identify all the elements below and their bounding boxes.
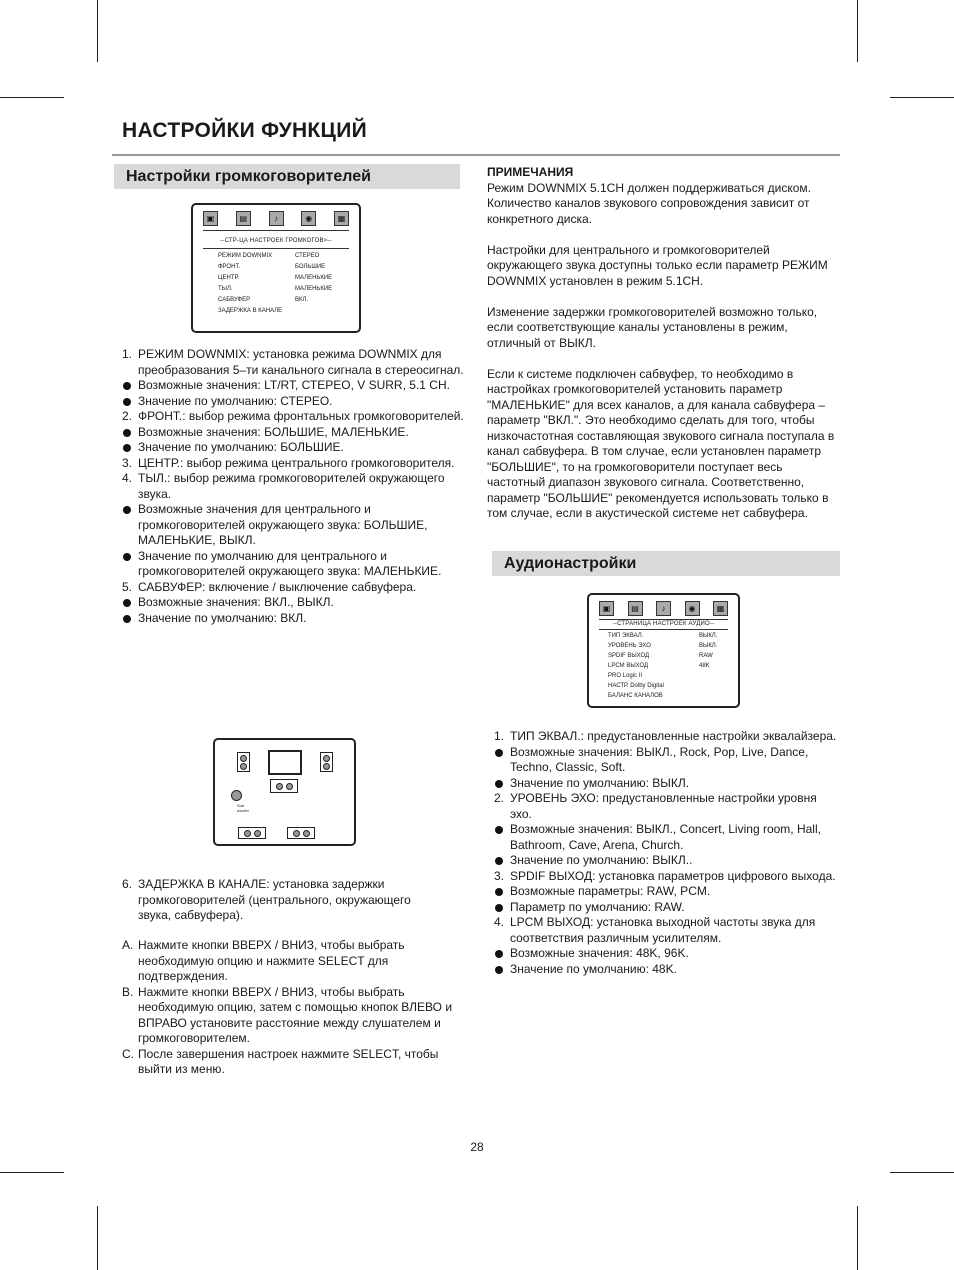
notes-paragraph: Если к системе подключен сабвуфер, то необходимо в настройках громкоговорителей установить параметр "МАЛЕНЬКИЕ" для всех каналов, а для канала сабвуфера – параметр "ВКЛ.". Это необходимо сделать для того, чтобы низкочастотная составляющая звукового сигнала поступала в канал сабвуфера. В том случае, если установлен параметр "БОЛЬШИЕ", то на громкоговорители поступает весь частотный диапазон звукового сигнала. Соответственно, параметр "БОЛЬШИЕ" рекомендуется использовать только в том случае, если в акустической системе нет сабвуфера. <box>487 366 835 520</box>
list-item <box>122 938 467 985</box>
list-item-text: Нажмите кнопки ВВЕРХ / ВНИЗ, чтобы выбрать необходимую опцию и нажмите SELECT для подтверждения. <box>138 938 405 983</box>
list-item <box>122 502 467 549</box>
list-item <box>122 877 447 924</box>
bullet-icon <box>495 780 503 788</box>
list-item <box>122 580 467 596</box>
channel-delay-list <box>122 877 447 924</box>
tv-icon: ▣ <box>203 211 218 226</box>
list-item <box>122 549 467 580</box>
list-marker: 2. <box>122 409 133 423</box>
audio-icon: ♪ <box>269 211 284 226</box>
list-item <box>494 900 839 916</box>
tv-icon: ▣ <box>599 601 614 616</box>
section-title-speakers: Настройки громкоговорителей <box>114 164 460 189</box>
osd-option-label: САБВУФЕР <box>218 297 251 303</box>
speaker-icon: ▤ <box>236 211 251 226</box>
list-item <box>494 776 839 792</box>
osd-option-label: ЦЕНТР. <box>218 275 239 281</box>
list-item-text: Возможные значения: 48K, 96K. <box>510 946 689 960</box>
list-item-text: ЦЕНТР.: выбор режима центрального громкоговорителя. <box>138 455 455 470</box>
list-item <box>122 471 467 502</box>
bullet-icon <box>123 506 131 514</box>
crop-mark <box>857 0 858 62</box>
list-item <box>122 440 467 456</box>
list-item <box>494 884 839 900</box>
list-item <box>494 869 839 885</box>
osd-header: --СТРАНИЦА НАСТРОЕК АУДИО-- <box>612 621 715 627</box>
list-item-text: Значение по умолчанию: ВКЛ. <box>138 610 307 625</box>
osd-option-label: УРОВЕНЬ ЭХО <box>608 643 651 649</box>
osd-option-value: МАЛЕНЬКИЕ <box>295 286 333 292</box>
osd-option-value: БОЛЬШИЕ <box>295 264 326 270</box>
list-marker: 2. <box>494 791 505 805</box>
osd-divider <box>203 230 349 231</box>
list-item <box>122 425 467 441</box>
list-item-text: Возможные значения: ВЫКЛ., Rock, Pop, Live, Dance, Techno, Classic, Soft. <box>510 744 809 774</box>
bullet-icon <box>123 398 131 406</box>
list-item <box>122 1047 467 1078</box>
bullet-icon <box>123 615 131 623</box>
list-item <box>494 822 839 853</box>
notes-block <box>487 165 842 537</box>
list-marker: 3. <box>122 455 133 470</box>
crop-mark <box>890 1172 954 1173</box>
list-item-text: Параметр по умолчанию: RAW. <box>510 899 685 914</box>
list-marker: 6. <box>122 877 133 891</box>
list-item-text: ЗАДЕРЖКА В КАНАЛЕ: установка задержки громкоговорителей (центрального, окружающего звука, сабвуфера). <box>138 877 411 922</box>
bullet-icon <box>495 857 503 865</box>
list-item <box>122 347 467 378</box>
list-item-text: Нажмите кнопки ВВЕРХ / ВНИЗ, чтобы выбрать необходимую опцию, затем с помощью кнопок ВЛЕВО и ВПРАВО установите расстояние между слушателем и громкоговорителем. <box>138 984 453 1045</box>
bullet-icon <box>495 966 503 974</box>
speaker-setup-osd <box>191 203 361 333</box>
list-item-text: SPDIF ВЫХОД: установка параметров цифрового выхода. <box>510 868 836 883</box>
osd-option-value: RAW <box>699 653 713 659</box>
list-item-text: LPCM ВЫХОД: установка выходной частоты звука для соответствия различным усилителям. <box>510 915 816 945</box>
crop-mark <box>0 97 64 98</box>
notes-paragraph: Настройки для центрального и громкоговорителей окружающего звука доступны только если параметр РЕЖИМ DOWNMIX установлен в режим 5.1CH. <box>487 242 828 288</box>
list-item-text: УРОВЕНЬ ЭХО: предустановленные настройки уровня эхо. <box>510 791 817 821</box>
audio-icon: ♪ <box>656 601 671 616</box>
list-marker: B. <box>122 984 134 999</box>
list-item-text: РЕЖИМ DOWNMIX: установка режима DOWNMIX для преобразования 5–ти канального сигнала в стереосигнал. <box>138 347 464 377</box>
list-marker: 1. <box>122 347 133 361</box>
list-marker: 3. <box>494 868 505 883</box>
list-item-text: Возможные значения: ВЫКЛ., Concert, Living room, Hall, Bathroom, Cave, Arena, Church. <box>510 822 821 852</box>
bullet-icon <box>123 429 131 437</box>
osd-option-label: SPDIF ВЫХОД <box>608 653 650 659</box>
list-item <box>122 394 467 410</box>
list-item <box>122 595 467 611</box>
speaker-layout-diagram <box>213 738 356 846</box>
notes-paragraph: Режим DOWNMIX 5.1CH должен поддерживаться диском. Количество каналов звукового сопровождения зависит от конкретного диска. <box>487 180 811 226</box>
osd-option-label: ТЫЛ. <box>218 286 233 292</box>
osd-icon-bar <box>203 211 349 226</box>
front-right-speaker-icon <box>320 752 333 772</box>
osd-option-value: 48K <box>699 663 710 669</box>
bullet-icon <box>495 888 503 896</box>
list-item-text: ТИП ЭКВАЛ.: предустановленные настройки эквалайзера. <box>510 729 837 743</box>
osd-option-label: РЕЖИМ DOWNMIX <box>218 253 273 259</box>
audio-settings-list <box>494 729 839 977</box>
list-marker: 4. <box>494 915 505 929</box>
rear-left-speaker-icon <box>238 827 266 839</box>
speaker-icon: ▤ <box>628 601 643 616</box>
list-item <box>494 729 839 745</box>
disc-icon: ◉ <box>685 601 700 616</box>
list-item-text: ФРОНТ.: выбор режима фронтальных громкоговорителей. <box>138 409 464 423</box>
osd-option-value: СТЕРЕО <box>295 253 320 259</box>
crop-mark <box>857 1206 858 1270</box>
list-item-text: Значение по умолчанию: 48K. <box>510 961 677 976</box>
crop-mark <box>97 1206 98 1270</box>
list-item <box>494 745 839 776</box>
notes-heading: ПРИМЕЧАНИЯ <box>487 165 574 179</box>
list-marker: 4. <box>122 471 133 485</box>
bullet-icon <box>123 444 131 452</box>
speaker-settings-list <box>122 347 467 626</box>
list-item-text: Возможные значения: ВКЛ., ВЫКЛ. <box>138 595 334 609</box>
osd-option-value: ВЫКЛ. <box>699 643 718 649</box>
bullet-icon <box>123 599 131 607</box>
osd-option-label: НАСТР. Dolby Digital <box>608 683 664 689</box>
crop-mark <box>890 97 954 98</box>
list-marker: 1. <box>494 729 505 743</box>
page-number: 28 <box>470 1140 484 1154</box>
instructions-list <box>122 938 467 1078</box>
osd-option-value: ВЫКЛ. <box>699 633 718 639</box>
list-item <box>494 962 839 978</box>
osd-icon-bar <box>599 601 728 616</box>
bullet-icon <box>123 382 131 390</box>
subwoofer-icon <box>231 790 242 801</box>
bullet-icon <box>123 553 131 561</box>
list-item <box>122 456 467 472</box>
notes-paragraph: Изменение задержки громкоговорителей возможно только, если соответствующие каналы установлены в режим, отличный от ВЫКЛ. <box>487 304 818 350</box>
list-item-text: Возможные значения: LT/RT, СТЕРЕО, V SURR, 5.1 CH. <box>138 378 450 392</box>
tv-screen-icon <box>268 750 302 775</box>
list-item-text: Возможные параметры: RAW, PCM. <box>510 884 711 898</box>
list-item-text: Значение по умолчанию: СТЕРЕО. <box>138 393 333 408</box>
osd-option-label: ФРОНТ. <box>218 264 241 270</box>
list-item-text: Значение по умолчанию: ВЫКЛ. <box>510 775 690 790</box>
rear-right-speaker-icon <box>287 827 315 839</box>
list-item-text: САБВУФЕР: включение / выключение сабвуфера. <box>138 579 417 594</box>
center-speaker-icon <box>270 779 298 793</box>
section-title-audio: Аудионастройки <box>492 551 840 576</box>
crop-mark <box>0 1172 64 1173</box>
disc-icon: ◉ <box>301 211 316 226</box>
list-item-text: Значение по умолчанию: БОЛЬШИЕ. <box>138 440 344 454</box>
osd-divider <box>599 629 728 630</box>
list-item <box>122 985 467 1047</box>
osd-option-label: ТИП ЭКВАЛ. <box>608 633 644 639</box>
list-item <box>494 915 839 946</box>
list-item <box>122 611 467 627</box>
bullet-icon <box>495 904 503 912</box>
page-title: НАСТРОЙКИ ФУНКЦИЙ <box>122 119 367 142</box>
subwoofer-label: Sub woofer <box>237 803 250 813</box>
osd-option-label: БАЛАНС КАНАЛОВ <box>608 693 663 699</box>
list-item-text: Значение по умолчанию: ВЫКЛ.. <box>510 853 693 867</box>
osd-divider <box>203 248 349 249</box>
title-divider <box>112 154 840 156</box>
osd-option-label: PRO Logic II <box>608 673 643 679</box>
osd-option-value: МАЛЕНЬКИЕ <box>295 275 333 281</box>
list-item-text: Возможные значения: БОЛЬШИЕ, МАЛЕНЬКИЕ. <box>138 424 409 439</box>
bullet-icon <box>495 950 503 958</box>
osd-option-label: ЗАДЕРЖКА В КАНАЛЕ <box>218 308 283 314</box>
list-item <box>122 378 467 394</box>
crop-mark <box>97 0 98 62</box>
list-item-text: Значение по умолчанию для центрального и громкоговорителей окружающего звука: МАЛЕНЬКИЕ. <box>138 548 442 578</box>
list-item-text: После завершения настроек нажмите SELECT, чтобы выйти из меню. <box>138 1046 439 1076</box>
bullet-icon <box>495 826 503 834</box>
osd-header: --СТР-ЦА НАСТРОЕК ГРОМКОГОВ>-- <box>220 238 332 244</box>
list-marker: C. <box>122 1046 134 1061</box>
osd-option-label: LPCM ВЫХОД <box>608 663 649 669</box>
bullet-icon <box>495 749 503 757</box>
osd-divider <box>599 619 728 620</box>
list-item-text: Возможные значения для центрального и громкоговорителей окружающего звука: БОЛЬШИЕ, МАЛЕНЬКИЕ, ВЫКЛ. <box>138 502 428 547</box>
audio-setup-osd <box>587 593 740 708</box>
list-item <box>494 791 839 822</box>
front-left-speaker-icon <box>237 752 250 772</box>
list-item-text: ТЫЛ.: выбор режима громкоговорителей окружающего звука. <box>138 471 445 501</box>
settings-icon: ▦ <box>334 211 349 226</box>
list-item <box>122 409 467 425</box>
osd-option-value: ВКЛ. <box>295 297 309 303</box>
settings-icon: ▦ <box>713 601 728 616</box>
list-marker: A. <box>122 938 134 952</box>
list-item <box>494 853 839 869</box>
list-marker: 5. <box>122 579 133 594</box>
list-item <box>494 946 839 962</box>
